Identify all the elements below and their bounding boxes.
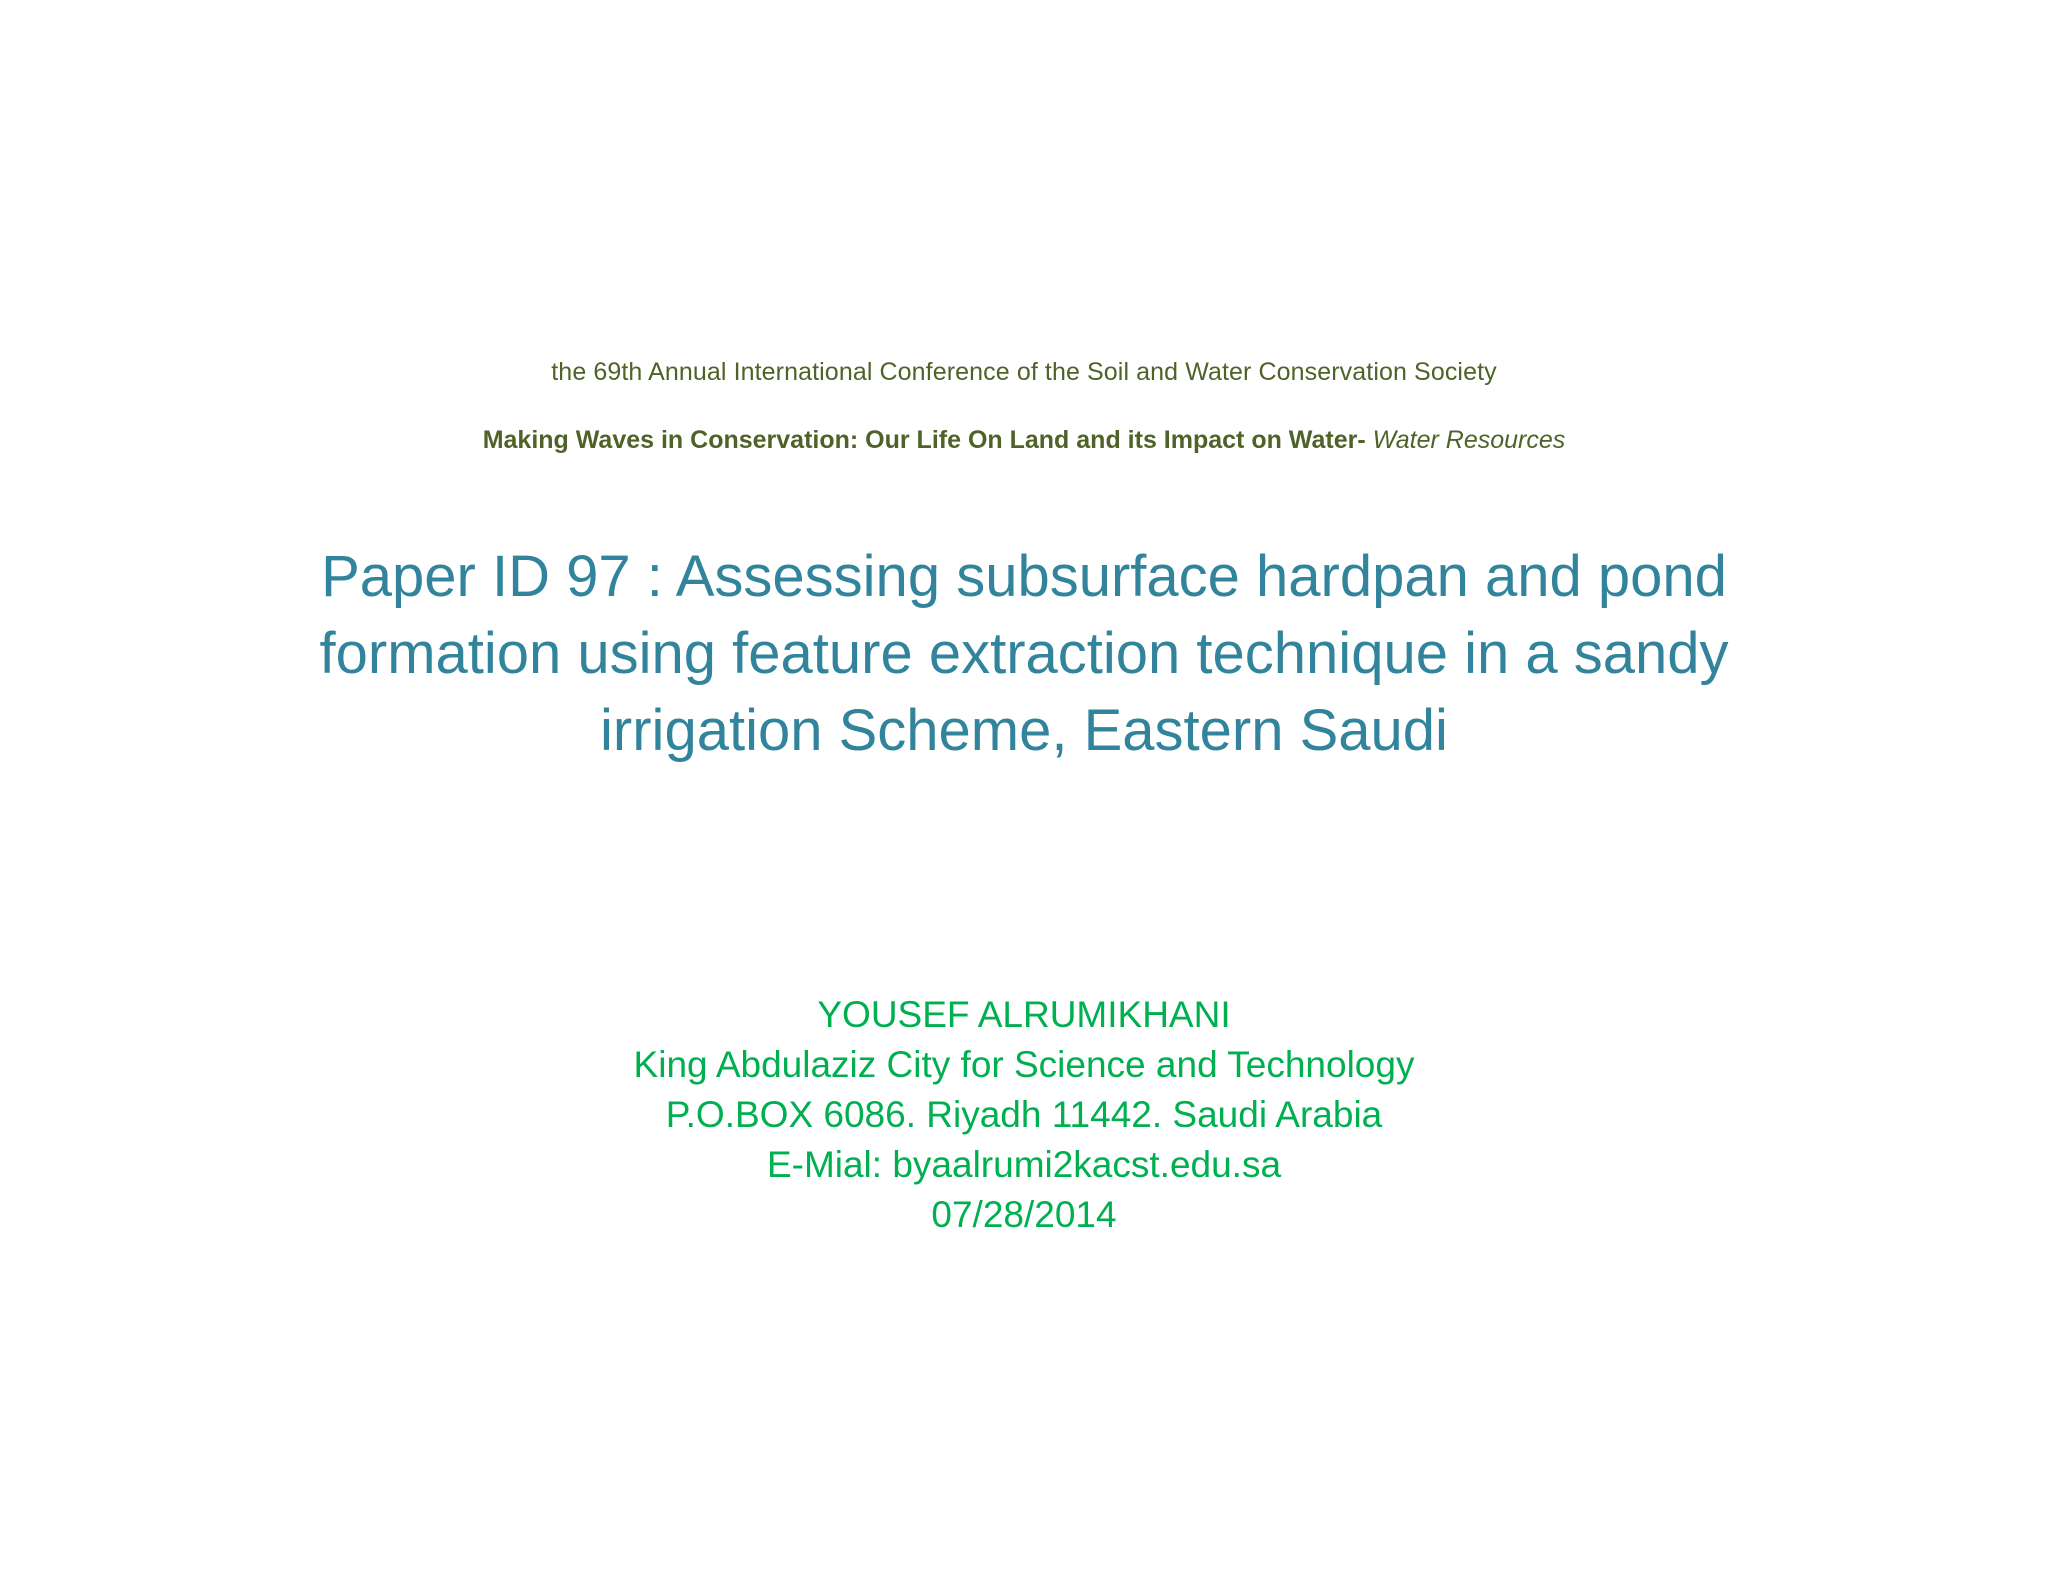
- theme-bold-text: Making Waves in Conservation: Our Life On Land and its Impact on Water-: [482, 426, 1366, 454]
- theme-italic-text: Water Resources: [1372, 426, 1566, 454]
- author-address: P.O.BOX 6086. Riyadh 11442. Saudi Arabia: [665, 1094, 1383, 1135]
- conference-name: the 69th Annual International Conference of the Soil and Water Conservation Society: [551, 358, 1497, 386]
- paper-title-line: Paper ID 97 : Assessing subsurface hardpan and pond: [321, 544, 1727, 609]
- presentation-date: 07/28/2014: [931, 1194, 1117, 1235]
- author-block: [0, 990, 2048, 1240]
- paper-title: [180, 538, 1868, 769]
- author-name: YOUSEF ALRUMIKHANI: [817, 994, 1231, 1035]
- conference-theme: [0, 426, 2048, 455]
- author-email: E-Mial: byaalrumi2kacst.edu.sa: [766, 1144, 1282, 1185]
- paper-title-line: irrigation Scheme, Eastern Saudi: [600, 698, 1448, 763]
- paper-title-line: formation using feature extraction technique in a sandy: [319, 621, 1729, 686]
- author-institution: King Abdulaziz City for Science and Technology: [633, 1044, 1415, 1085]
